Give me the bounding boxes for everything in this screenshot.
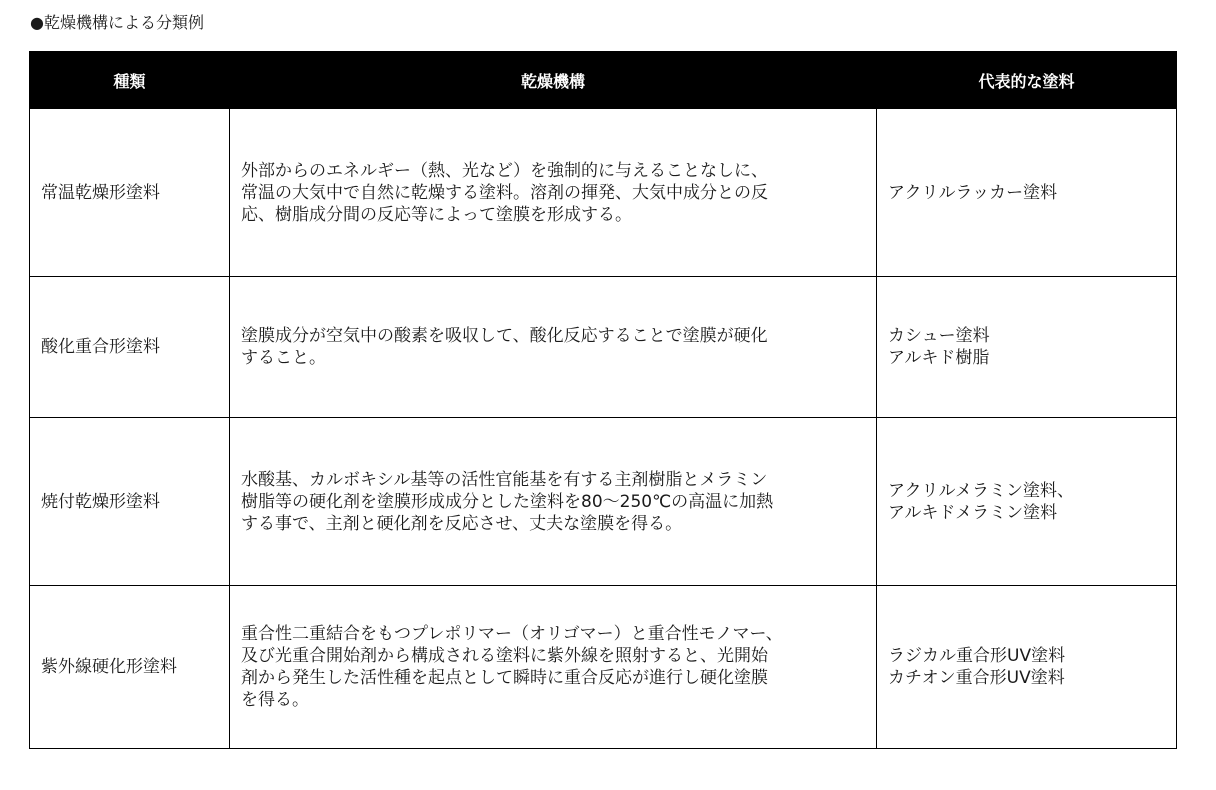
mechanism-line: 樹脂等の硬化剤を塗膜形成成分とした塗料を80～250℃の高温に加熱 [241, 491, 774, 512]
mechanism-line: する事で、主剤と硬化剤を反応させ、丈夫な塗膜を得る。 [241, 513, 683, 534]
mechanism-line: 外部からのエネルギー（熱、光など）を強制的に与えることなしに、 [241, 160, 768, 181]
header-mechanism: 乾燥機構 [230, 52, 877, 109]
type-cell: 常温乾燥形塗料 [30, 109, 230, 277]
header-row [30, 52, 1177, 109]
example-line: アルキドメラミン塗料 [888, 502, 1058, 523]
mechanism-line: 及び光重合開始剤から構成される塗料に紫外線を照射すると、光開始 [241, 646, 768, 666]
mechanism-cell [230, 586, 877, 749]
mechanism-line: 重合性二重結合をもつプレポリマー（オリゴマー）と重合性モノマー、 [241, 624, 783, 644]
example-line: アクリルラッカー塗料 [888, 182, 1058, 203]
mechanism-cell [230, 418, 877, 586]
example-line: カチオン重合形UV塗料 [888, 668, 1065, 688]
mechanism-line: 水酸基、カルボキシル基等の活性官能基を有する主剤樹脂とメラミン [241, 469, 768, 490]
drying-mechanism-table [29, 51, 1177, 749]
mechanism-line: 常温の大気中で自然に乾燥する塗料。溶剤の揮発、大気中成分との反 [241, 182, 768, 203]
mechanism-cell [230, 277, 877, 418]
examples-cell [877, 418, 1177, 586]
examples-cell [877, 277, 1177, 418]
mechanism-line: すること。 [241, 348, 326, 368]
table-row [30, 277, 1177, 418]
mechanism-line: 応、樹脂成分間の反応等によって塗膜を形成する。 [241, 204, 632, 225]
table-row [30, 418, 1177, 586]
type-cell: 紫外線硬化形塗料 [30, 586, 230, 749]
type-cell: 酸化重合形塗料 [30, 277, 230, 418]
example-line: カシュー塗料 [888, 326, 990, 346]
example-line: アルキド樹脂 [888, 348, 990, 368]
examples-cell [877, 586, 1177, 749]
mechanism-line: を得る。 [241, 690, 309, 710]
table-row [30, 109, 1177, 277]
header-type: 種類 [30, 52, 230, 109]
mechanism-line: 剤から発生した活性種を起点として瞬時に重合反応が進行し硬化塗膜 [241, 668, 768, 688]
mechanism-cell [230, 109, 877, 277]
examples-cell [877, 109, 1177, 277]
table-caption: ●乾燥機構による分類例 [30, 13, 204, 32]
example-line: ラジカル重合形UV塗料 [888, 646, 1066, 666]
table-row [30, 586, 1177, 749]
example-line: アクリルメラミン塗料、 [888, 480, 1074, 501]
header-examples: 代表的な塗料 [877, 52, 1177, 109]
mechanism-line: 塗膜成分が空気中の酸素を吸収して、酸化反応することで塗膜が硬化 [241, 326, 768, 346]
type-cell: 焼付乾燥形塗料 [30, 418, 230, 586]
